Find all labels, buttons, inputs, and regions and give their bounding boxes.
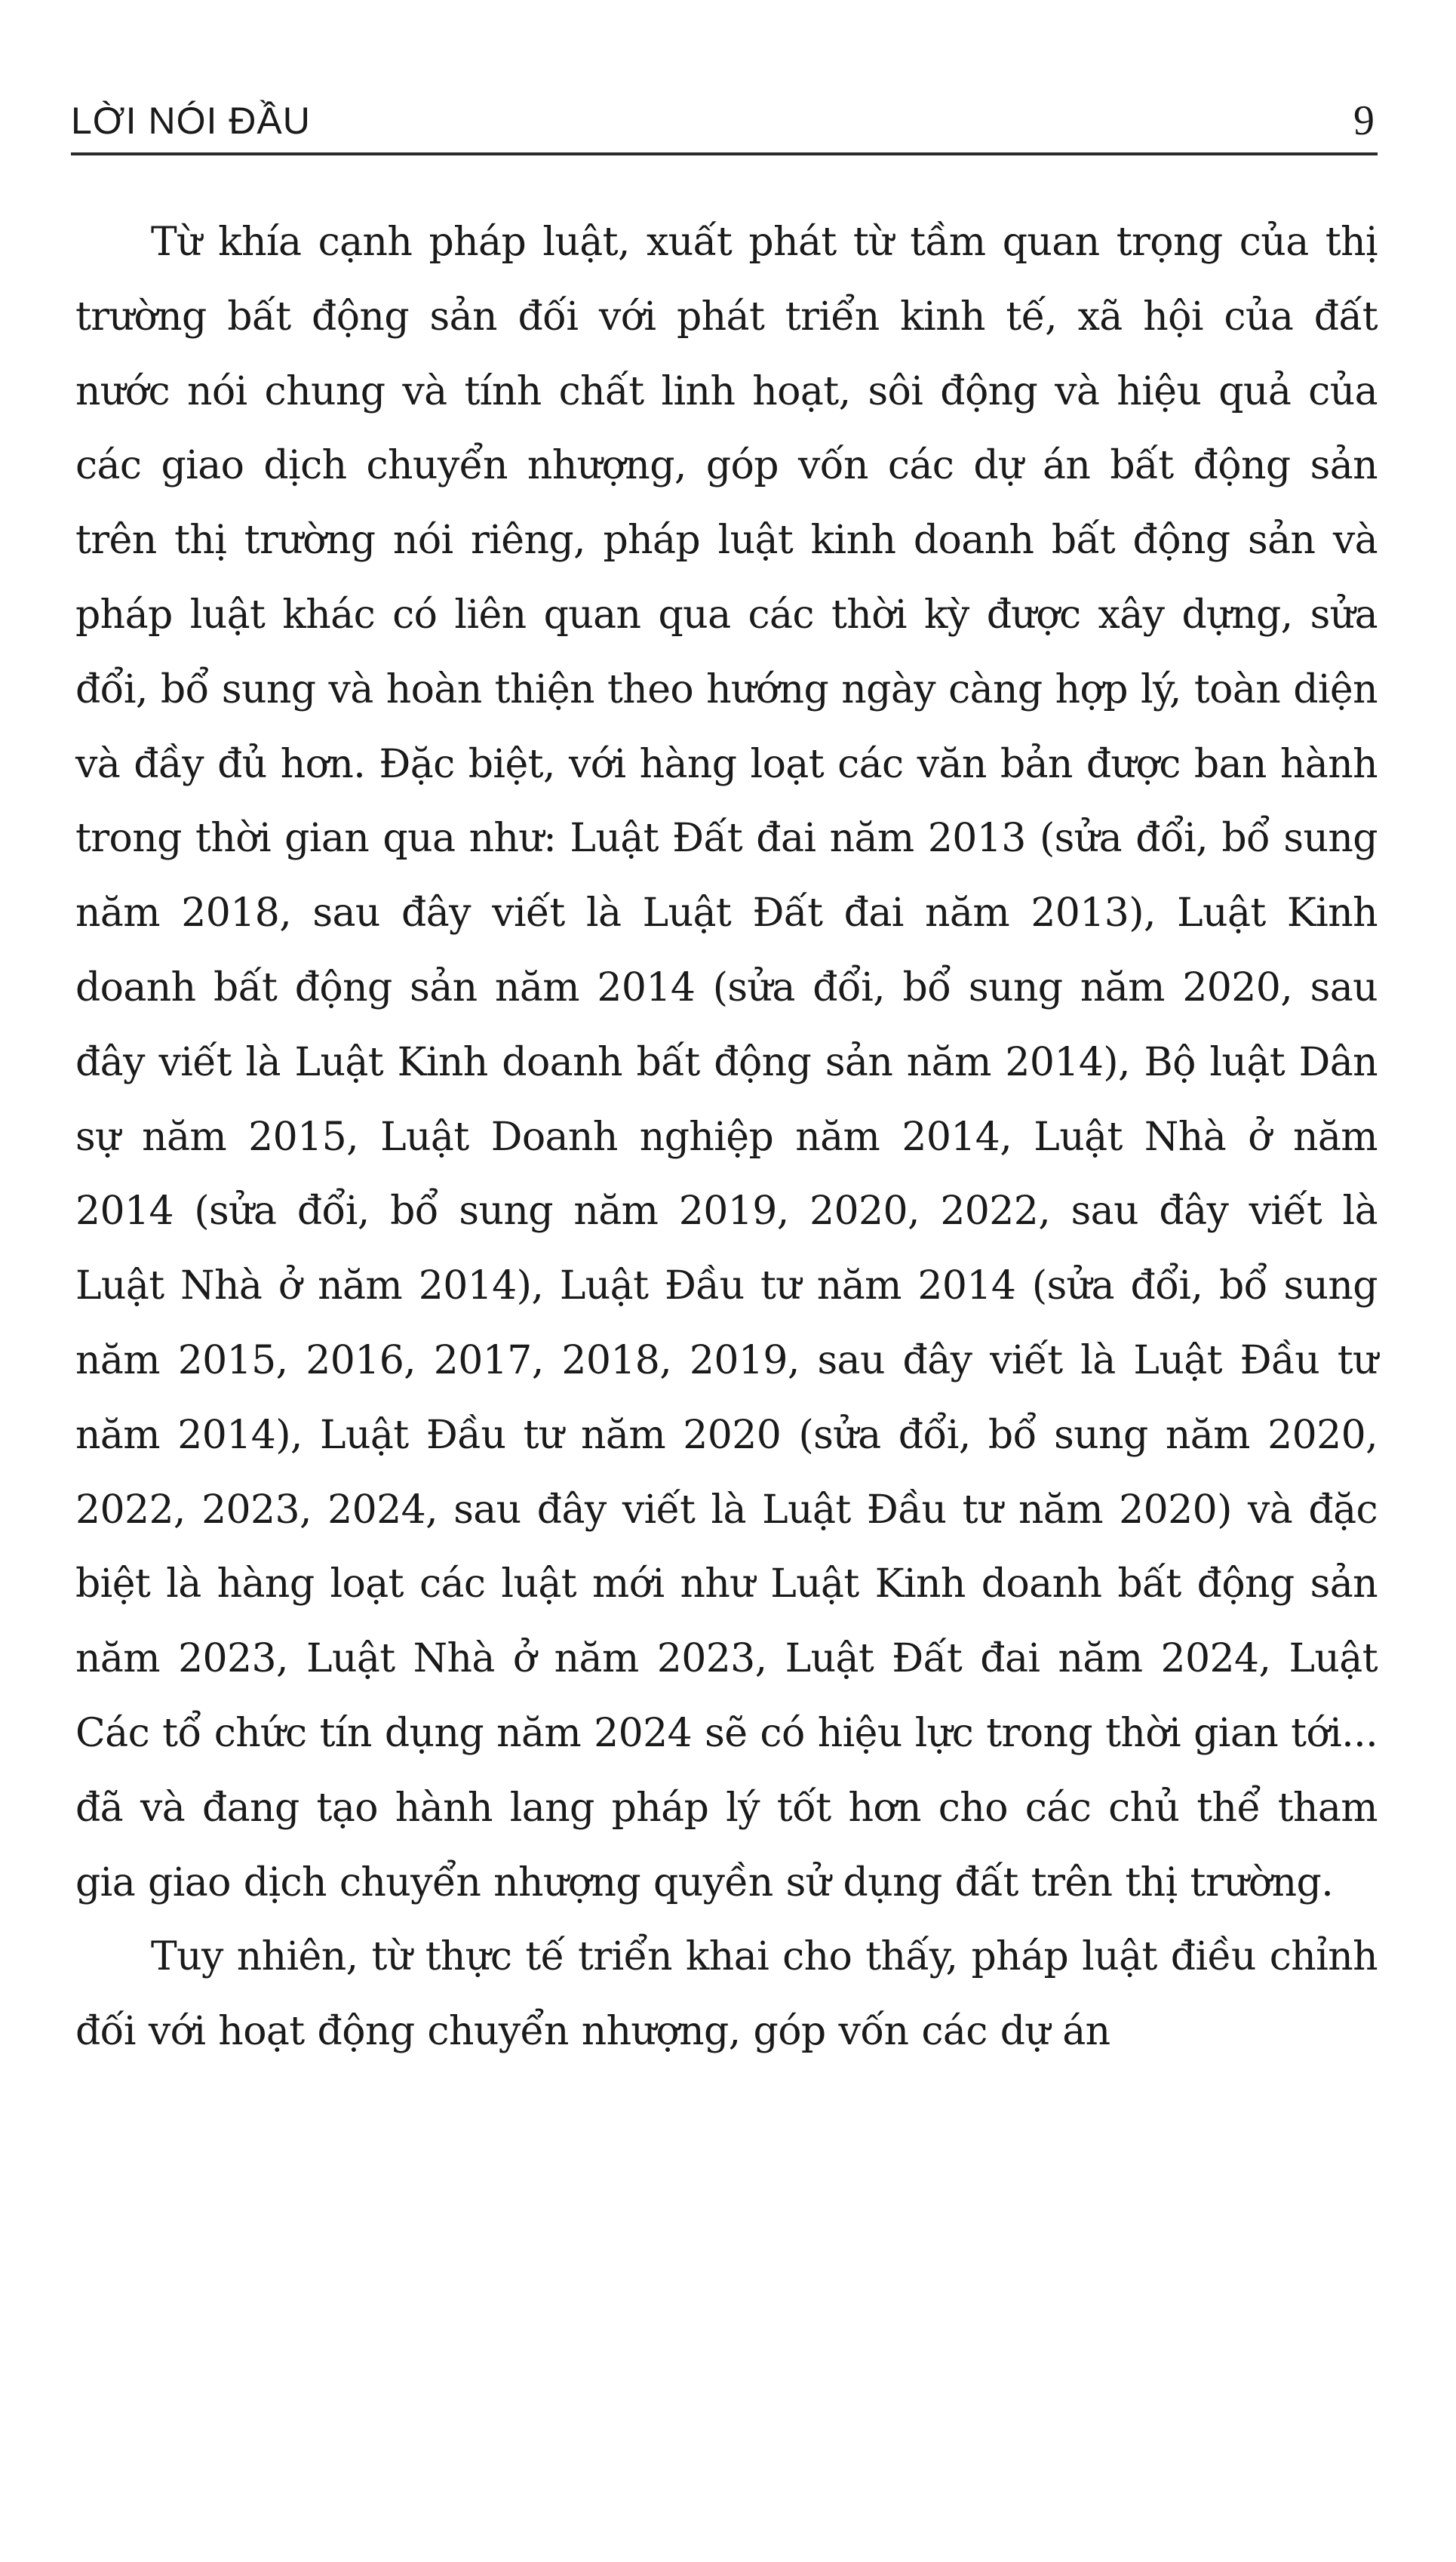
paragraph: Từ khía cạnh pháp luật, xuất phát từ tầm quan trọng của thị trường bất động sản đối với phát triển kinh tế, xã hội của đất nước nói chung và tính chất linh hoạt, sôi động và hiệu quả của các giao dịch chuyển nhượng, góp vốn các dự án bất động sản trên thị trường nói riêng, pháp luật kinh doanh bất động sản và pháp luật khác có liên quan qua các thời kỳ được xây dựng, sửa đổi, bổ sung và hoàn thiện theo hướng ngày càng hợp lý, toàn diện và đầy đủ hơn. Đặc biệt, với hàng loạt các văn bản được ban hành trong thời gian qua như: Luật Đất đai năm 2013 (sửa đổi, bổ sung năm 2018, sau đây viết là Luật Đất đai năm 2013), Luật Kinh doanh bất động sản năm 2014 (sửa đổi, bổ sung năm 2020, sau đây viết là Luật Kinh doanh bất động sản năm 2014), Bộ luật Dân sự năm 2015, Luật Doanh nghiệp năm 2014, Luật Nhà ở năm 2014 (sửa đổi, bổ sung năm 2019, 2020, 2022, sau đây viết là Luật Nhà ở năm 2014), Luật Đầu tư năm 2014 (sửa đổi, bổ sung năm 2015, 2016, 2017, 2018, 2019, sau đây viết là Luật Đầu tư năm 2014), Luật Đầu tư năm 2020 (sửa đổi, bổ sung năm 2020, 2022, 2023, 2024, sau đây viết là Luật Đầu tư năm 2020) và đặc biệt là hàng loạt các luật mới như Luật Kinh doanh bất động sản năm 2023, Luật Nhà ở năm 2023, Luật Đất đai năm 2024, Luật Các tổ chức tín dụng năm 2024 sẽ có hiệu lực trong thời gian tới... đã và đang tạo hành lang pháp lý tốt hơn cho các chủ thể tham gia giao dịch chuyển nhượng quyền sử dụng đất trên thị trường. [75,220,1378,1905]
running-header [71,89,1378,155]
paragraph: Tuy nhiên, từ thực tế triển khai cho thấy, pháp luật điều chỉnh đối với hoạt động chuyển nhượng, góp vốn các dự án [75,1934,1378,2055]
page-number: 9 [1353,97,1375,144]
body-text [75,205,1378,2069]
chapter-title: LỜI NÓI ĐẦU [71,100,311,142]
